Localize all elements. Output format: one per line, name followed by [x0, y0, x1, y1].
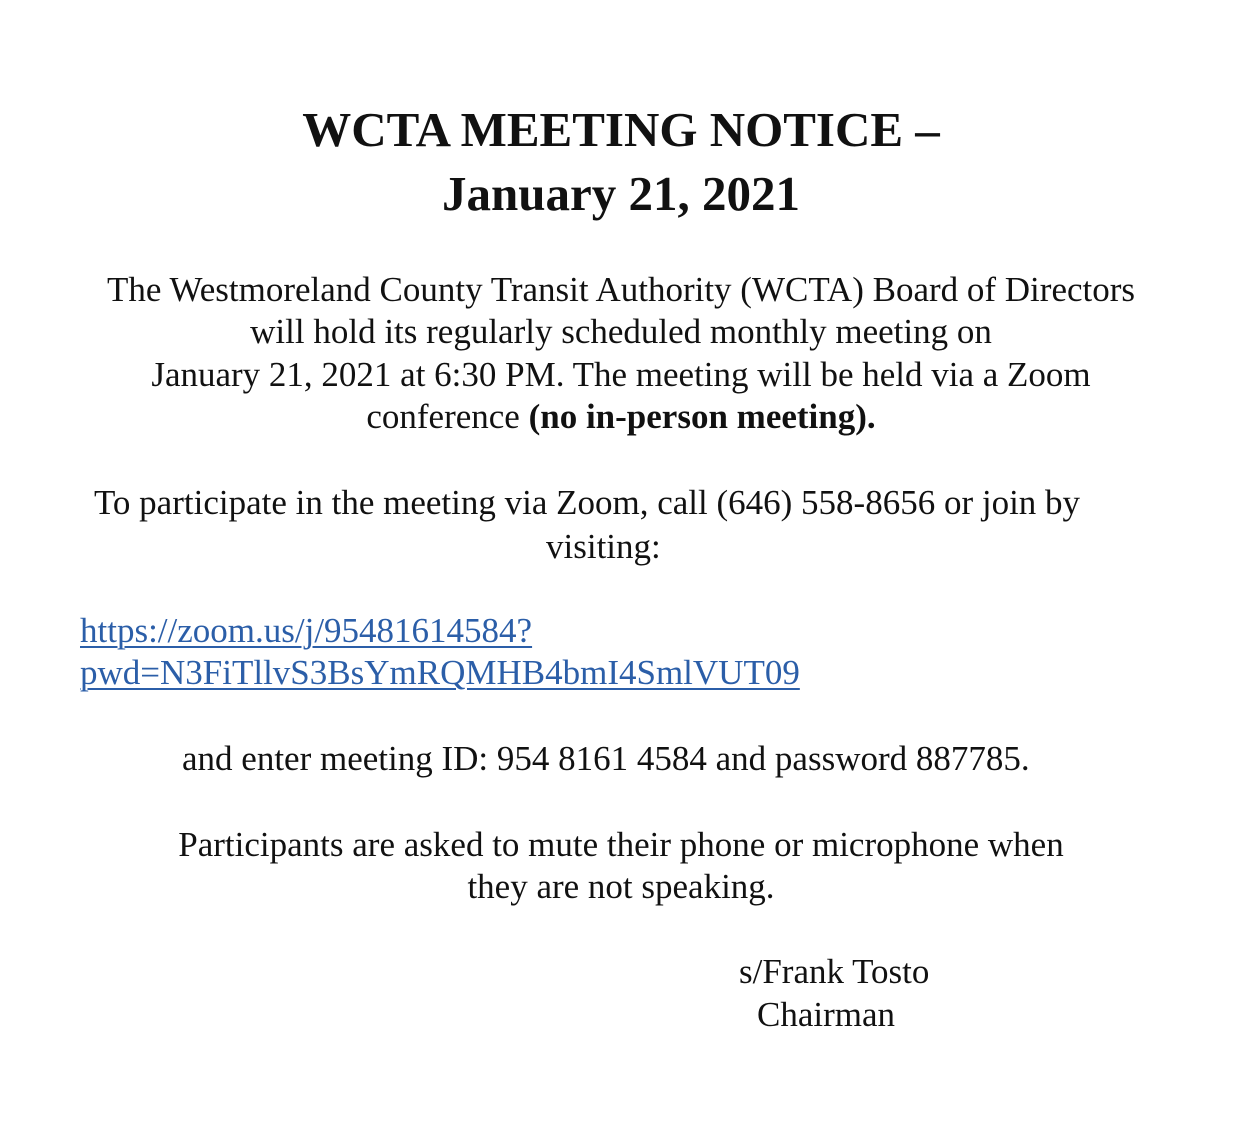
- zoom-link-line-2[interactable]: pwd=N3FiTllvS3BsYmRQMHB4bmI4SmlVUT09: [80, 653, 800, 692]
- notice-title-line1: WCTA MEETING NOTICE –: [302, 102, 940, 157]
- intro-line-1: The Westmoreland County Transit Authority (WCTA) Board of Directors: [106, 270, 1136, 309]
- intro-line-2: will hold its regularly scheduled monthly meeting on: [250, 312, 992, 351]
- intro-line-3: January 21, 2021 at 6:30 PM. The meeting will be held via a Zoom: [151, 355, 1091, 394]
- intro-line-4: [0, 396, 1242, 438]
- participate-line-2: visiting:: [546, 527, 661, 566]
- mute-line-1: Participants are asked to mute their phone or microphone when: [178, 825, 1064, 864]
- zoom-link-line-1[interactable]: https://zoom.us/j/95481614584?: [80, 611, 533, 650]
- mute-line-2: they are not speaking.: [467, 867, 775, 906]
- signature-role: Chairman: [757, 995, 896, 1034]
- no-in-person-note: (no in-person meeting).: [528, 397, 876, 436]
- signature-name: s/Frank Tosto: [739, 952, 930, 991]
- participate-line-1: To participate in the meeting via Zoom, call (646) 558-8656 or join by: [94, 483, 1081, 522]
- intro-conference-text: conference: [366, 397, 529, 436]
- meeting-id-line: and enter meeting ID: 954 8161 4584 and password 887785.: [182, 739, 1030, 778]
- notice-title-date: January 21, 2021: [441, 166, 800, 221]
